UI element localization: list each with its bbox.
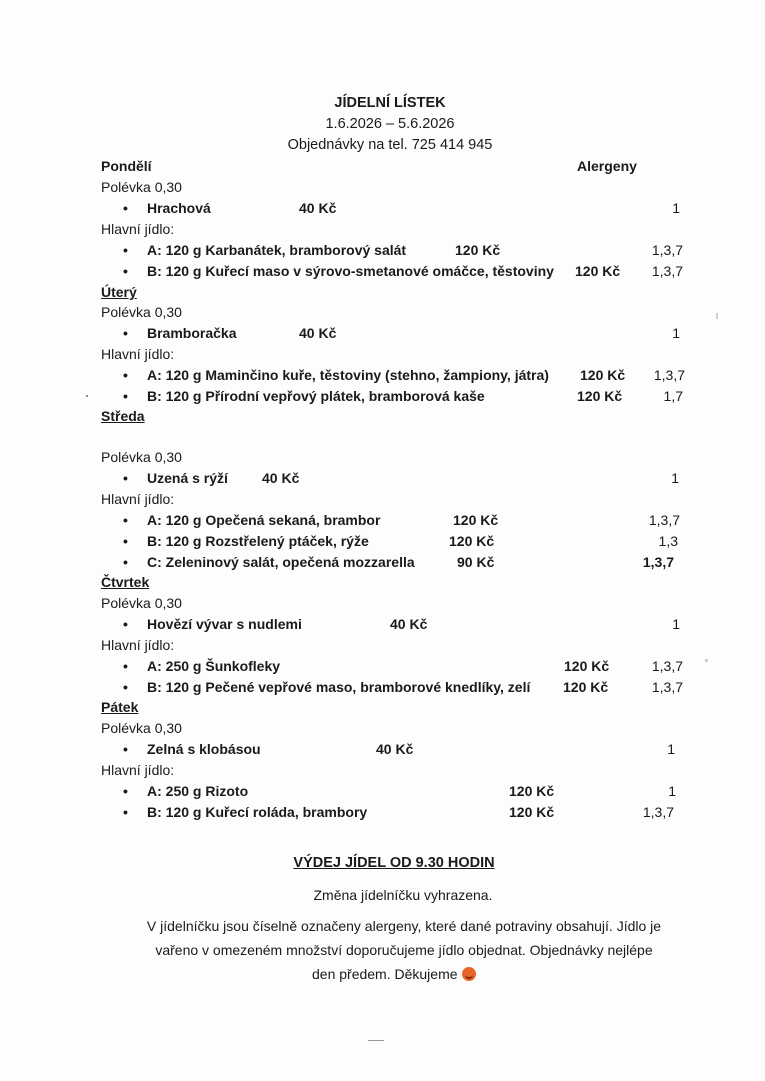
main-dish-price: 120 Kč (509, 804, 555, 820)
main-label: Hlavní jídlo: (101, 491, 175, 507)
scan-speck (368, 1040, 384, 1041)
serving-time-notice: VÝDEJ JÍDEL OD 9.30 HODIN (293, 855, 495, 871)
main-dish-allergens: 1,3,7 (648, 512, 680, 528)
soup-price: 40 Kč (262, 470, 300, 486)
soup-price: 40 Kč (299, 325, 337, 341)
soup-allergens: 1 (672, 200, 680, 216)
main-dish-price: 120 Kč (455, 242, 501, 258)
day-heading-monday: Pondělí (101, 158, 152, 174)
main-label: Hlavní jídlo: (101, 221, 175, 237)
main-dish-allergens: 1,3,7 (651, 242, 683, 258)
soup-price: 40 Kč (299, 200, 337, 216)
scan-speck (716, 313, 718, 319)
day-heading-friday: Pátek (101, 699, 139, 715)
main-dish-allergens: 1,3,7 (651, 658, 683, 674)
soup-label: Polévka 0,30 (101, 179, 182, 195)
soup-name: • Uzená s rýží (147, 469, 228, 487)
allergen-note-line-1: V jídelníčku jsou číselně označeny alergeny, které dané potraviny obsahují. Jídlo je (146, 918, 662, 934)
allergen-header: Alergeny (577, 158, 637, 174)
soup-name: • Hrachová (147, 199, 211, 217)
soup-label: Polévka 0,30 (101, 595, 182, 611)
main-dish-name: • B: 120 g Pečené vepřové maso, bramborové knedlíky, zelí (147, 678, 530, 696)
soup-name: • Zelná s klobásou (147, 740, 261, 758)
soup-label: Polévka 0,30 (101, 449, 182, 465)
scan-speck (705, 659, 708, 662)
main-label: Hlavní jídlo: (101, 762, 175, 778)
day-heading-thursday: Čtvrtek (101, 574, 150, 590)
thanks-text: den předem. Děkujeme (312, 966, 458, 982)
scan-speck (86, 395, 88, 397)
main-dish-allergens: 1,3,7 (642, 804, 674, 820)
main-dish-price: 120 Kč (564, 658, 610, 674)
main-dish-price: 120 Kč (575, 263, 621, 279)
main-dish-allergens: 1,3,7 (642, 554, 674, 570)
main-dish-name: • A: 120 g Karbanátek, bramborový salát (147, 241, 406, 259)
main-dish-name: • A: 250 g Rizoto (147, 782, 248, 800)
soup-label: Polévka 0,30 (101, 720, 182, 736)
soup-allergens: 1 (671, 470, 679, 486)
main-dish-name: • B: 120 g Přírodní vepřový plátek, bramborová kaše (147, 387, 485, 405)
main-dish-allergens: 1,3,7 (651, 263, 683, 279)
menu-title: JÍDELNÍ LÍSTEK (334, 95, 446, 111)
main-dish-allergens: 1,3,7 (653, 367, 685, 383)
main-dish-price: 120 Kč (563, 679, 609, 695)
main-label: Hlavní jídlo: (101, 346, 175, 362)
soup-label: Polévka 0,30 (101, 304, 182, 320)
soup-price: 40 Kč (376, 741, 414, 757)
main-dish-name: • A: 250 g Šunkofleky (147, 657, 280, 675)
smiley-face-icon (462, 967, 476, 981)
allergen-note-line-2: vařeno v omezeném množství doporučujeme jídlo objednat. Objednávky nejlépe (155, 942, 653, 958)
day-heading-wednesday: Středa (101, 408, 145, 424)
main-dish-price: 120 Kč (449, 533, 495, 549)
main-dish-allergens: 1 (668, 783, 676, 799)
main-dish-price: 120 Kč (509, 783, 555, 799)
soup-name: • Hovězí vývar s nudlemi (147, 615, 302, 633)
main-dish-allergens: 1,3 (658, 533, 678, 549)
main-dish-name: • B: 120 g Rozstřelený ptáček, rýže (147, 532, 369, 550)
soup-allergens: 1 (672, 325, 680, 341)
main-dish-allergens: 1,3,7 (651, 679, 683, 695)
soup-name: • Bramboračka (147, 324, 237, 342)
soup-price: 40 Kč (390, 616, 428, 632)
menu-change-notice: Změna jídelníčku vyhrazena. (313, 887, 493, 903)
soup-allergens: 1 (672, 616, 680, 632)
soup-allergens: 1 (667, 741, 675, 757)
main-dish-name: • A: 120 g Opečená sekaná, brambor (147, 511, 380, 529)
order-phone: Objednávky na tel. 725 414 945 (287, 137, 493, 153)
main-dish-price: 120 Kč (580, 367, 626, 383)
main-dish-price: 120 Kč (453, 512, 499, 528)
day-heading-tuesday: Úterý (101, 284, 137, 300)
allergen-note-line-3 (312, 962, 476, 986)
main-dish-price: 120 Kč (577, 388, 623, 404)
main-dish-price: 90 Kč (457, 554, 495, 570)
main-dish-name: • B: 120 g Kuřecí maso v sýrovo-smetanové omáčce, těstoviny (147, 262, 554, 280)
main-dish-allergens: 1,7 (663, 388, 683, 404)
main-dish-name: • C: Zeleninový salát, opečená mozzarella (147, 553, 415, 571)
main-dish-name: • B: 120 g Kuřecí roláda, brambory (147, 803, 367, 821)
menu-dates: 1.6.2026 – 5.6.2026 (325, 116, 455, 132)
main-label: Hlavní jídlo: (101, 637, 175, 653)
main-dish-name: • A: 120 g Maminčino kuře, těstoviny (stehno, žampiony, játra) (147, 366, 549, 384)
